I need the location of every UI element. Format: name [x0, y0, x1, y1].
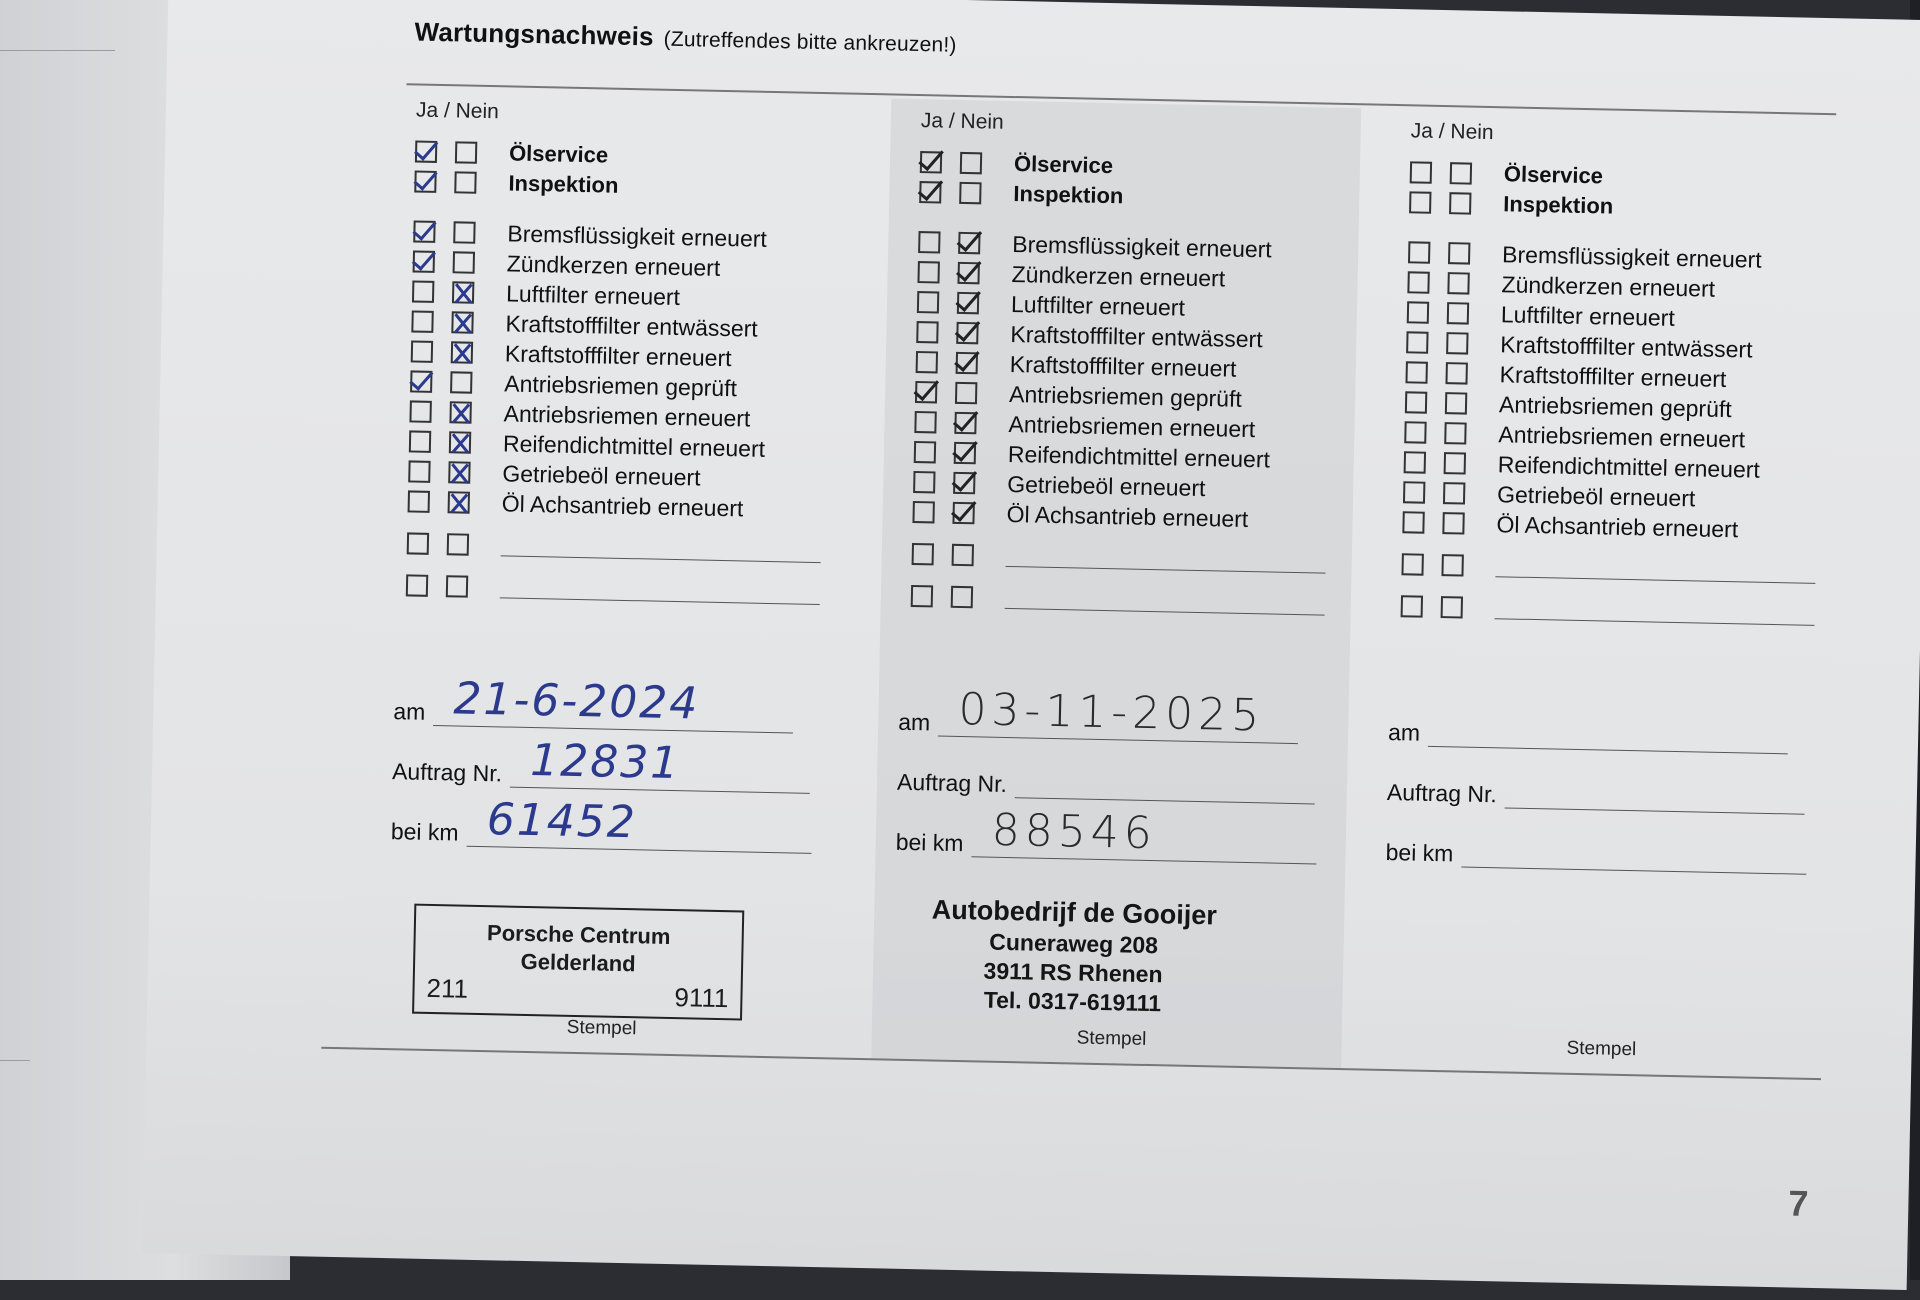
nein-checkbox[interactable]: [954, 412, 976, 434]
stamp-line-2: Gelderland: [520, 948, 636, 977]
order-number-label: Auftrag Nr.: [896, 768, 1008, 798]
extra-row: [911, 583, 1325, 618]
ja-checkbox[interactable]: [1405, 361, 1427, 383]
order-number-field: [1387, 779, 1805, 815]
item-label: Kraftstofffilter erneuert: [1009, 350, 1237, 382]
stamp-code-left: 211: [426, 972, 469, 1004]
nein-checkbox[interactable]: [1449, 192, 1471, 214]
item-row: [413, 248, 721, 280]
item-label: Kraftstofffilter entwässert: [505, 309, 759, 342]
item-row: [1403, 479, 1696, 511]
item-label: Antriebsriemen geprüft: [1498, 390, 1732, 422]
item-label: Bremsflüssigkeit erneuert: [1012, 230, 1273, 262]
title-hint: (Zutreffendes bitte ankreuzen!): [663, 27, 957, 57]
date-field: [1388, 719, 1788, 754]
ja-checkbox[interactable]: [914, 411, 936, 433]
ja-checkbox[interactable]: [413, 220, 435, 242]
item-label: Öl Achsantrieb erneuert: [501, 489, 744, 521]
blank-line: [1495, 576, 1815, 584]
date-label: am: [898, 708, 931, 736]
item-label: Bremsflüssigkeit erneuert: [507, 219, 768, 252]
service-row: [920, 149, 1114, 179]
item-label: Reifendichtmittel erneuert: [1497, 450, 1761, 483]
nein-checkbox[interactable]: [951, 586, 973, 608]
extra-row: [406, 572, 820, 607]
ja-checkbox[interactable]: [411, 340, 433, 362]
ja-checkbox[interactable]: [916, 351, 938, 373]
ja-checkbox[interactable]: [411, 310, 433, 332]
yes-no-label: Ja / Nein: [1410, 119, 1494, 145]
service-label: Ölservice: [1013, 151, 1114, 179]
blank-line: [1495, 618, 1815, 626]
item-label: Getriebeöl erneuert: [1007, 470, 1206, 501]
ja-checkbox[interactable]: [917, 261, 939, 283]
nein-checkbox[interactable]: [1445, 392, 1467, 414]
ja-checkbox[interactable]: [1405, 391, 1427, 413]
nein-checkbox[interactable]: [957, 292, 979, 314]
item-row: [917, 259, 1225, 291]
order-number-input[interactable]: [1015, 797, 1315, 805]
item-row: [413, 218, 767, 251]
ja-checkbox[interactable]: [912, 501, 934, 523]
nein-checkbox[interactable]: [446, 575, 468, 597]
ja-checkbox[interactable]: [406, 574, 428, 596]
item-label: Antriebsriemen geprüft: [1008, 380, 1243, 412]
item-label: Getriebeöl erneuert: [1496, 480, 1696, 511]
stamp-dealer-name: Autobedrijf de Gooijer: [931, 894, 1218, 931]
date-input[interactable]: [938, 683, 1298, 744]
ja-checkbox[interactable]: [415, 140, 437, 162]
item-row: [411, 338, 732, 371]
item-row: [410, 368, 737, 401]
item-label: Getriebeöl erneuert: [502, 459, 701, 491]
ja-checkbox[interactable]: [918, 231, 940, 253]
dealer-stamp-box: [412, 904, 744, 1021]
ja-checkbox[interactable]: [1404, 451, 1426, 473]
ja-checkbox[interactable]: [914, 441, 936, 463]
nein-checkbox[interactable]: [954, 442, 976, 464]
nein-checkbox[interactable]: [1444, 422, 1466, 444]
service-label: Ölservice: [508, 140, 609, 168]
nein-checkbox[interactable]: [452, 281, 474, 303]
service-row: [919, 179, 1124, 209]
stamp-phone: Tel. 0317-619111: [983, 986, 1162, 1017]
stamp-city: 3911 RS Rhenen: [983, 957, 1163, 988]
item-label: Luftfilter erneuert: [505, 279, 681, 310]
ja-checkbox[interactable]: [1404, 421, 1426, 443]
ja-checkbox[interactable]: [1402, 511, 1424, 533]
service-row: [1410, 159, 1604, 189]
ja-checkbox[interactable]: [919, 181, 941, 203]
nein-checkbox[interactable]: [1450, 162, 1472, 184]
item-row: [916, 349, 1237, 382]
km-value: 61452: [486, 794, 638, 849]
item-row: [915, 379, 1242, 412]
stamp-label: Stempel: [1566, 1037, 1637, 1061]
service-label: Ölservice: [1503, 161, 1604, 189]
km-field: [390, 794, 812, 854]
item-label: Zündkerzen erneuert: [506, 249, 721, 281]
nein-checkbox[interactable]: [449, 401, 471, 423]
item-label: Kraftstofffilter erneuert: [504, 339, 732, 371]
nein-checkbox[interactable]: [451, 311, 473, 333]
item-label: Kraftstofffilter entwässert: [1500, 330, 1753, 363]
km-label: bei km: [390, 818, 459, 846]
ja-checkbox[interactable]: [911, 585, 933, 607]
nein-checkbox[interactable]: [1443, 482, 1465, 504]
item-label: Antriebsriemen erneuert: [503, 399, 751, 432]
service-row: [414, 168, 619, 198]
stamp-label: Stempel: [1076, 1027, 1147, 1050]
item-label: Antriebsriemen erneuert: [1498, 420, 1746, 452]
km-input[interactable]: [1461, 866, 1806, 875]
ja-checkbox[interactable]: [1401, 595, 1423, 617]
item-row: [1402, 509, 1738, 542]
nein-checkbox[interactable]: [1447, 302, 1469, 324]
item-row: [408, 458, 701, 490]
km-field: [1385, 839, 1806, 875]
ja-checkbox[interactable]: [410, 370, 432, 392]
item-label: Bremsflüssigkeit erneuert: [1501, 240, 1762, 273]
ja-checkbox[interactable]: [1401, 553, 1423, 575]
nein-checkbox[interactable]: [956, 352, 978, 374]
item-label: Luftfilter erneuert: [1500, 300, 1676, 331]
nein-checkbox[interactable]: [450, 371, 472, 393]
nein-checkbox[interactable]: [448, 461, 470, 483]
item-row: [411, 308, 758, 341]
nein-checkbox[interactable]: [957, 262, 979, 284]
order-number-input[interactable]: [1505, 807, 1805, 815]
item-row: [1407, 299, 1675, 331]
entry-column-2: [871, 98, 1361, 1068]
date-label: am: [1387, 718, 1421, 746]
extra-row: [1401, 593, 1815, 628]
ja-checkbox[interactable]: [1403, 481, 1425, 503]
ja-checkbox[interactable]: [1406, 331, 1428, 353]
ja-checkbox[interactable]: [408, 460, 430, 482]
nein-checkbox[interactable]: [1441, 554, 1463, 576]
nein-checkbox[interactable]: [1442, 512, 1464, 534]
blank-line: [1005, 607, 1325, 615]
km-label: bei km: [1385, 838, 1454, 867]
entry-column-1: [366, 88, 856, 1058]
date-value: 21-6-2024: [453, 673, 700, 730]
ja-checkbox[interactable]: [1410, 161, 1432, 183]
nein-checkbox[interactable]: [453, 251, 475, 273]
item-row: [1405, 359, 1726, 392]
nein-checkbox[interactable]: [956, 322, 978, 344]
nein-checkbox[interactable]: [449, 431, 471, 453]
order-number-input[interactable]: [510, 735, 810, 794]
extra-row: [407, 530, 821, 565]
item-row: [408, 488, 744, 521]
stamp-dealer-name: [415, 918, 742, 981]
item-row: [1404, 449, 1761, 482]
ja-checkbox[interactable]: [412, 280, 434, 302]
ja-checkbox[interactable]: [413, 250, 435, 272]
nein-checkbox[interactable]: [447, 533, 469, 555]
yes-no-label: Ja / Nein: [415, 98, 500, 124]
service-label: Inspektion: [1013, 181, 1124, 209]
service-row: [1409, 189, 1614, 219]
item-label: Reifendichtmittel erneuert: [502, 429, 766, 462]
nein-checkbox[interactable]: [1446, 332, 1468, 354]
km-input[interactable]: [971, 804, 1316, 865]
ja-checkbox[interactable]: [912, 543, 934, 565]
blank-line: [500, 597, 820, 605]
ja-checkbox[interactable]: [1408, 241, 1430, 263]
item-row: [1405, 389, 1732, 422]
entry-column-3: [1361, 109, 1851, 1079]
date-field: [898, 683, 1298, 744]
item-label: Kraftstofffilter entwässert: [1010, 320, 1263, 352]
nein-checkbox[interactable]: [1448, 242, 1470, 264]
km-value: 88546: [991, 804, 1158, 860]
nein-checkbox[interactable]: [953, 472, 975, 494]
item-row: [1407, 269, 1715, 301]
nein-checkbox[interactable]: [952, 502, 974, 524]
km-field: [895, 804, 1316, 865]
ja-checkbox[interactable]: [920, 151, 942, 173]
ja-checkbox[interactable]: [409, 400, 431, 422]
item-label: Luftfilter erneuert: [1010, 290, 1186, 321]
order-number-field: [897, 769, 1315, 805]
item-row: [1404, 419, 1745, 452]
item-row: [1406, 329, 1753, 362]
date-field: [393, 673, 793, 733]
service-label: Inspektion: [508, 170, 619, 198]
blank-line: [1006, 565, 1326, 573]
dealer-stamp-text: [912, 894, 1234, 1019]
ja-checkbox[interactable]: [1407, 301, 1429, 323]
service-label: Inspektion: [1502, 191, 1614, 219]
ja-checkbox[interactable]: [915, 381, 937, 403]
item-label: Zündkerzen erneuert: [1501, 270, 1716, 302]
ja-checkbox[interactable]: [414, 170, 436, 192]
order-number-value: 12831: [529, 735, 681, 790]
date-input[interactable]: [1428, 745, 1788, 754]
nein-checkbox[interactable]: [1445, 362, 1467, 384]
item-row: [409, 428, 766, 461]
nein-checkbox[interactable]: [448, 491, 470, 513]
blank-line: [501, 555, 821, 563]
item-row: [412, 278, 680, 310]
item-label: Zündkerzen erneuert: [1011, 260, 1226, 291]
nein-checkbox[interactable]: [451, 341, 473, 363]
ja-checkbox[interactable]: [1407, 271, 1429, 293]
item-label: Reifendichtmittel erneuert: [1007, 440, 1271, 472]
stamp-label: Stempel: [566, 1016, 637, 1040]
date-value: 03-11-2025: [957, 683, 1265, 742]
nein-checkbox[interactable]: [959, 182, 981, 204]
extra-row: [912, 541, 1326, 576]
date-input[interactable]: [433, 673, 793, 733]
item-label: Öl Achsantrieb erneuert: [1006, 500, 1249, 532]
item-label: Antriebsriemen erneuert: [1008, 410, 1256, 442]
item-row: [912, 499, 1248, 532]
item-row: [913, 469, 1206, 501]
item-row: [409, 398, 750, 431]
order-number-label: Auftrag Nr.: [1386, 778, 1498, 808]
ja-checkbox[interactable]: [408, 490, 430, 512]
nein-checkbox[interactable]: [453, 221, 475, 243]
item-label: Kraftstofffilter erneuert: [1499, 360, 1727, 392]
km-label: bei km: [895, 828, 964, 857]
nein-checkbox[interactable]: [1447, 272, 1469, 294]
date-label: am: [393, 698, 426, 725]
nein-checkbox[interactable]: [955, 382, 977, 404]
nein-checkbox[interactable]: [455, 141, 477, 163]
nein-checkbox[interactable]: [1444, 452, 1466, 474]
item-row: [1408, 239, 1762, 272]
stamp-line-1: Porsche Centrum: [486, 920, 671, 949]
ja-checkbox[interactable]: [409, 430, 431, 452]
order-number-label: Auftrag Nr.: [391, 758, 503, 787]
ja-checkbox[interactable]: [407, 532, 429, 554]
yes-no-label: Ja / Nein: [920, 109, 1004, 134]
service-row: [415, 138, 609, 168]
km-input[interactable]: [466, 794, 811, 854]
ja-checkbox[interactable]: [916, 321, 938, 343]
extra-row: [1401, 551, 1815, 586]
nein-checkbox[interactable]: [1441, 596, 1463, 618]
ja-checkbox[interactable]: [1409, 191, 1431, 213]
nein-checkbox[interactable]: [960, 152, 982, 174]
stamp-street: Cuneraweg 208: [989, 928, 1159, 959]
item-label: Öl Achsantrieb erneuert: [1496, 510, 1739, 542]
stamp-code-right: 9111: [674, 982, 729, 1014]
page-number: 7: [1787, 1182, 1809, 1224]
order-number-field: [391, 735, 810, 794]
item-row: [917, 289, 1185, 321]
nein-checkbox[interactable]: [958, 232, 980, 254]
title-text: Wartungsnachweis: [414, 16, 655, 52]
ja-checkbox[interactable]: [913, 471, 935, 493]
item-label: Antriebsriemen geprüft: [504, 369, 738, 401]
nein-checkbox[interactable]: [952, 544, 974, 566]
nein-checkbox[interactable]: [454, 171, 476, 193]
ja-checkbox[interactable]: [917, 291, 939, 313]
